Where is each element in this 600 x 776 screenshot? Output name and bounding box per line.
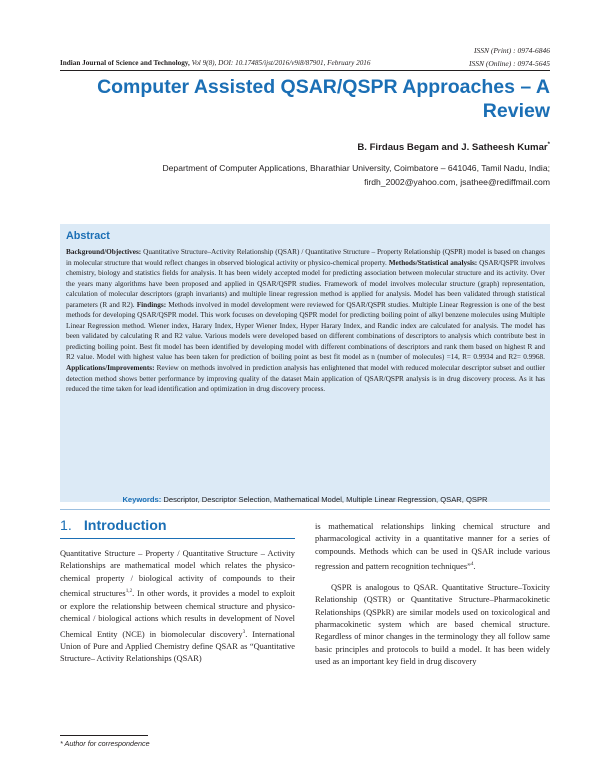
citation-ref: 1,2 xyxy=(125,588,133,595)
footnote: * Author for correspondence xyxy=(60,739,150,748)
abstract-label-methods: Methods/Statistical analysis: xyxy=(388,258,478,267)
intro-paragraph-1 xyxy=(60,548,295,666)
affiliation-emails: firdh_2002@yahoo.com, jsathee@rediffmail.com xyxy=(364,176,550,187)
abstract-label-background: Background/Objectives: xyxy=(66,248,142,256)
keywords-rule xyxy=(60,509,550,510)
issn-online: ISSN (Online) : 0974-5645 xyxy=(468,59,550,68)
journal-name: Indian Journal of Science and Technology, xyxy=(60,59,190,67)
section-number: 1. xyxy=(60,518,72,534)
abstract-label-findings: Findings: xyxy=(136,300,167,309)
journal-details: Vol 9(8), DOI: 10.17485/ijst/2016/v9i8/87901, February 2016 xyxy=(189,59,371,67)
abstract-heading: Abstract xyxy=(66,230,110,242)
section-rule xyxy=(60,538,295,539)
keywords-text: Descriptor, Descriptor Selection, Mathematical Model, Multiple Linear Regression, QSAR, QSPR xyxy=(161,495,488,504)
author-line xyxy=(357,142,550,153)
intro-text-b: . In other words, it provides a model to exploit or explore the relationship between chemical structure and physico-chemical / biological actions which results in development of Novel Chemical Entity (NCE) in biomolecular discovery xyxy=(60,589,295,639)
header-rule xyxy=(60,70,550,71)
intro-text-d: is mathematical relationships linking chemical structure and pharmacological activity in a quantitative manner for a series of compounds. Methods which can be used in QSAR include various regression and pattern recognition techniques” xyxy=(315,522,550,572)
abstract-box xyxy=(60,224,550,502)
right-column xyxy=(315,521,550,669)
abstract-label-applications: Applications/Improvements: xyxy=(66,364,155,373)
journal-citation xyxy=(60,59,370,67)
section-title: Introduction xyxy=(83,518,167,534)
intro-text-e: . xyxy=(473,562,476,572)
abstract-text-methods: QSAR/QSPR involves chemistry, biology and statistics fields for analysis. It has been widely accepted model for predicting association between molecular structure and its activity. Over the years many algorithms have been proposed and applied in QSAR/QSPR studies. Framework of model involves molecular structure (graph) representation, calculation of molecular descriptors (graph invariants) and multiple linear regression method is applied for analysis. Model has been validated through statistical parameters (R and R2). xyxy=(66,258,546,309)
keywords-line xyxy=(60,495,550,504)
issn-print: ISSN (Print) : 0974-6846 xyxy=(473,46,550,55)
abstract-text-applications: Review on methods involved in prediction analysis has enlightened that model with reduced molecular descriptor subset and outlier detection method shows better performance by improving quality of the dataset Main application of QSAR/QSPR analysis is in drug discovery process. As it has reduced the time taken for lead identification and optimization in drug discovery process. xyxy=(66,364,545,394)
affiliation xyxy=(120,162,550,189)
affiliation-department: Department of Computer Applications, Bharathiar University, Coimbatore – 641046, Tamil Nadu, India; xyxy=(162,163,550,173)
keywords-label: Keywords: xyxy=(122,495,162,504)
citation-ref: 4 xyxy=(470,561,474,568)
citation-ref: 3 xyxy=(242,628,246,635)
paper-title: Computer Assisted QSAR/QSPR Approaches – A Review xyxy=(97,76,550,122)
intro-text-c: . International Union of Pure and Applied Chemistry define QSAR as “Quantitative Structure– Activity Relationships (QSAR) xyxy=(60,629,295,664)
abstract-body xyxy=(66,247,545,395)
abstract-text-background: Quantitative Structure–Activity Relationship (QSAR) / Quantitative Structure – Property Relationship (QSPR) model is based on changes in molecular structure that would reflect changes in observed biological activity or physico-chemical property. xyxy=(66,248,545,267)
footnote-rule xyxy=(60,735,148,736)
author-names: B. Firdaus Begam and J. Satheesh Kumar xyxy=(357,142,548,154)
intro-text-a: Quantitative Structure – Property / Quantitative Structure – Activity Relationships are mathematical model which relates the physico-chemical property / biological activity of compounds to their chemical structures xyxy=(60,549,295,599)
intro-paragraph-2 xyxy=(315,521,550,574)
left-column xyxy=(60,548,295,666)
section-heading-introduction xyxy=(60,518,167,534)
corresponding-marker: * xyxy=(547,142,550,148)
intro-paragraph-3: QSPR is analogous to QSAR. Quantitative Structure–Toxicity Relationship (QSTR) or Quantitative Structure–Pharmacokinetic Relationships (QSPkR) are similar models used on toxicological and pharmacokinetic system which are based chemical structure. Regardless of minor changes in the terminology they all follow same basic principles and protocols to build a model. It has been widely used as an important key field in drug discovery xyxy=(315,582,550,667)
abstract-text-findings: Methods involved in model development were reviewed for QSAR/QSPR studies. Multiple Linear Regression is one of the best methods for developing QSAR/QSPR model. This work focuses on developing QSPR model for predicting boiling point of alkyl benzene molecules using Multiple Linear Regression method. Wiener index, Harary Index, Hyper Wiener Index, Hyper Harary Index, and Randic index are calculated for analysis. The model has been validated by calculating R and R2 value. Various models were developed based on different combinations of descriptors to analysis which contribute best in predicting boiling point. Best fit model has been identified by developing model with different combinations of descriptors and rank them based on highest R and R2 value. Model with highest value has been taken for prediction of boiling point as best fit model as n (number of molecules) =14, R= 0.9934 and R2= 0.9968. xyxy=(66,300,545,362)
